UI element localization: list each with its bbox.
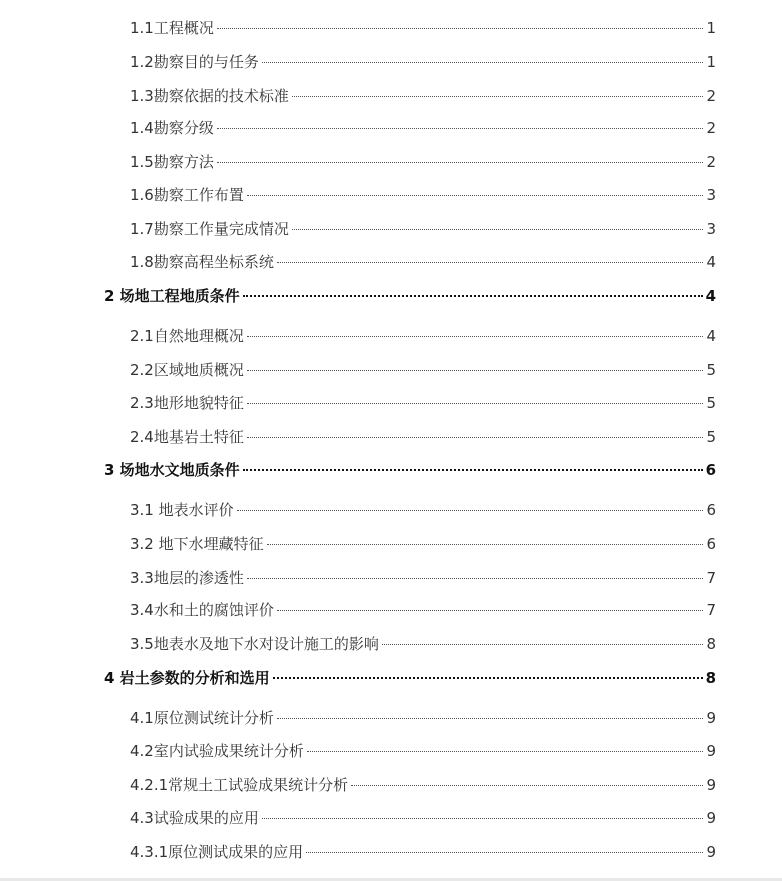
toc-dot-leader [237,510,703,511]
toc-entry-title: 2 场地工程地质条件 [104,287,240,305]
toc-entry-title: 3.5地表水及地下水对设计施工的影响 [130,635,379,653]
toc-entry-title: 1.8勘察高程坐标系统 [130,253,274,271]
toc-section-entry[interactable] [130,741,716,761]
toc-section-entry[interactable] [130,708,716,728]
toc-page-number: 2 [706,119,716,137]
toc-dot-leader [247,336,703,337]
toc-page-number: 4 [705,287,716,305]
toc-dot-leader [247,437,703,438]
toc-section-entry[interactable] [130,86,716,106]
toc-page-number: 9 [706,709,716,727]
toc-page-number: 1 [706,19,716,37]
toc-section-entry[interactable] [130,500,716,520]
toc-page-number: 8 [706,635,716,653]
toc-section-entry[interactable] [130,52,716,72]
toc-dot-leader [247,403,703,404]
toc-chapter-entry[interactable] [104,668,716,688]
toc-entry-title: 4.2.1常规土工试验成果统计分析 [130,776,349,794]
toc-section-entry[interactable] [130,185,716,205]
toc-chapter-entry[interactable] [104,460,716,480]
toc-entry-title: 4 岩土参数的分析和选用 [104,669,270,687]
toc-section-entry[interactable] [130,427,716,447]
toc-entry-title: 4.3试验成果的应用 [130,809,259,827]
toc-section-entry[interactable] [130,568,716,588]
toc-section-entry[interactable] [130,326,716,346]
toc-dot-leader [292,229,703,230]
toc-page-number: 9 [706,843,716,861]
toc-entry-title: 4.1原位测试统计分析 [130,709,274,727]
toc-section-entry[interactable] [130,775,716,795]
toc-section-entry[interactable] [130,118,716,138]
toc-page-number: 9 [706,776,716,794]
toc-entry-title: 4.3.1原位测试成果的应用 [130,843,304,861]
toc-page-number: 2 [706,153,716,171]
toc-page-number: 5 [706,394,716,412]
toc-entry-title: 1.7勘察工作量完成情况 [130,220,289,238]
toc-entry-title: 2.3地形地貌特征 [130,394,244,412]
toc-page-number: 9 [706,809,716,827]
toc-page-number: 9 [706,742,716,760]
toc-page-number: 6 [706,501,716,519]
toc-dot-leader [273,677,703,679]
toc-entry-title: 3.3地层的渗透性 [130,569,244,587]
toc-page-number: 7 [706,601,716,619]
toc-dot-leader [306,852,703,853]
toc-entry-title: 2.2区域地质概况 [130,361,244,379]
toc-page-number: 4 [706,253,716,271]
toc-page-number: 4 [706,327,716,345]
toc-page-number: 3 [706,186,716,204]
toc-section-entry[interactable] [130,252,716,272]
toc-dot-leader [262,62,703,63]
toc-entry-title: 2.4地基岩土特征 [130,428,244,446]
toc-entry-title: 3.1 地表水评价 [130,501,234,519]
toc-entry-title: 4.2室内试验成果统计分析 [130,742,304,760]
toc-entry-title: 1.1工程概况 [130,19,214,37]
toc-dot-leader [247,195,703,196]
toc-entry-title: 3 场地水文地质条件 [104,461,240,479]
toc-section-entry[interactable] [130,360,716,380]
toc-section-entry[interactable] [130,152,716,172]
toc-dot-leader [292,96,703,97]
toc-dot-leader [247,370,703,371]
toc-chapter-entry[interactable] [104,286,716,306]
toc-dot-leader [382,644,703,645]
toc-entry-title: 1.4勘察分级 [130,119,214,137]
toc-dot-leader [217,128,703,129]
toc-page-number: 5 [706,361,716,379]
toc-dot-leader [243,295,703,297]
toc-dot-leader [262,818,703,819]
toc-entry-title: 1.5勘察方法 [130,153,214,171]
toc-dot-leader [307,751,703,752]
toc-dot-leader [277,262,703,263]
toc-entry-title: 3.2 地下水埋藏特征 [130,535,264,553]
toc-dot-leader [351,785,703,786]
toc-page-number: 6 [706,535,716,553]
toc-section-entry[interactable] [130,18,716,38]
toc-dot-leader [277,610,703,611]
toc-page-number: 2 [706,87,716,105]
toc-page-number: 1 [706,53,716,71]
toc-section-entry[interactable] [130,534,716,554]
toc-section-entry[interactable] [130,393,716,413]
toc-page-number: 5 [706,428,716,446]
toc-dot-leader [267,544,703,545]
toc-dot-leader [277,718,703,719]
toc-dot-leader [243,469,703,471]
toc-page-number: 7 [706,569,716,587]
toc-section-entry[interactable] [130,219,716,239]
toc-dot-leader [217,28,703,29]
toc-entry-title: 1.6勘察工作布置 [130,186,244,204]
toc-page-number: 8 [705,669,716,687]
toc-entry-title: 2.1自然地理概况 [130,327,244,345]
toc-dot-leader [247,578,703,579]
toc-dot-leader [217,162,703,163]
toc-page-number: 6 [705,461,716,479]
toc-page-number: 3 [706,220,716,238]
toc-entry-title: 1.2勘察目的与任务 [130,53,259,71]
toc-section-entry[interactable] [130,808,716,828]
toc-section-entry[interactable] [130,634,716,654]
toc-entry-title: 3.4水和土的腐蚀评价 [130,601,274,619]
toc-section-entry[interactable] [130,600,716,620]
toc-section-entry[interactable] [130,842,716,862]
toc-entry-title: 1.3勘察依据的技术标准 [130,87,289,105]
